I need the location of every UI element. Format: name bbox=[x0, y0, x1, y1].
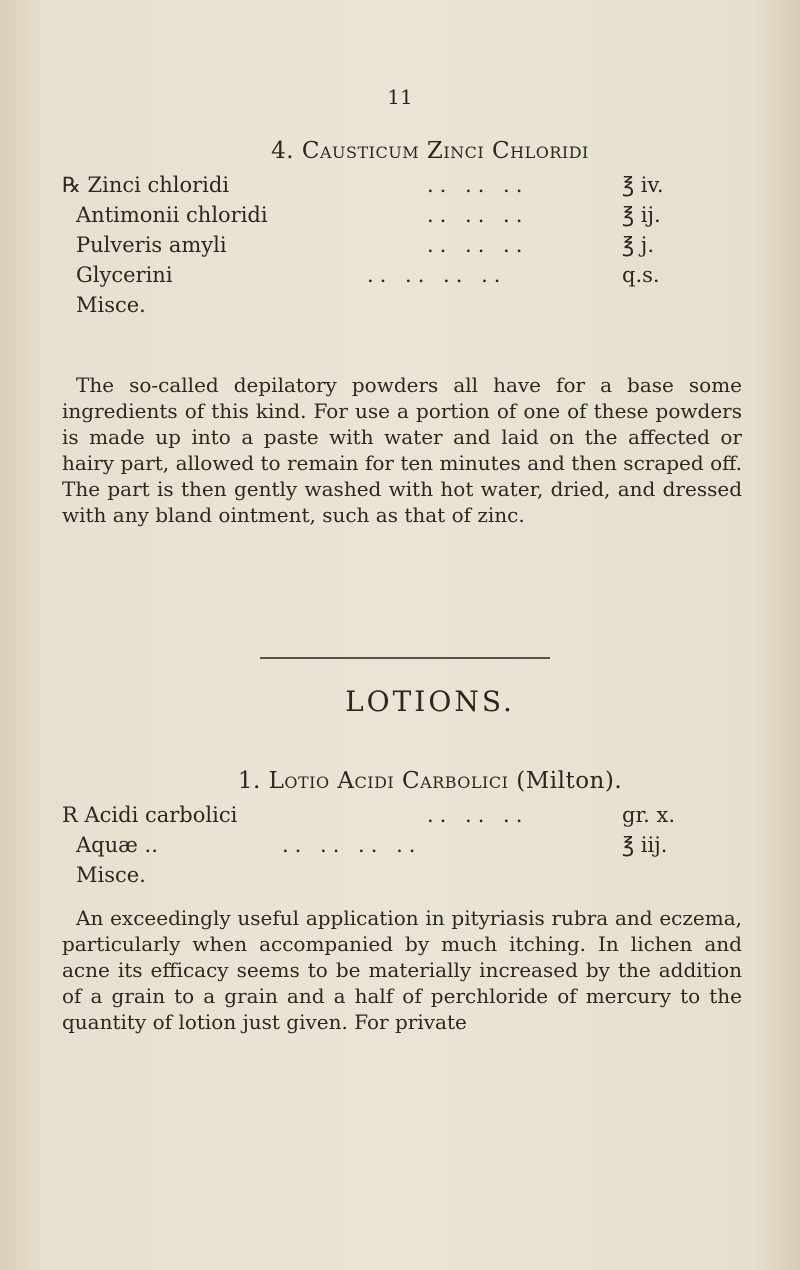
leader-dots: .. .. .. .. bbox=[367, 263, 507, 287]
ingredient-row bbox=[62, 830, 752, 860]
ingredient-name: ℞ Zinci chloridi bbox=[62, 173, 230, 197]
ingredient-name: R Acidi carbolici bbox=[62, 803, 238, 827]
misce-instruction: Misce. bbox=[76, 293, 146, 317]
leader-dots: .. .. .. bbox=[427, 803, 529, 827]
section-attribution: (Milton). bbox=[516, 768, 623, 794]
ingredient-row bbox=[62, 260, 752, 290]
ingredient-row bbox=[62, 170, 752, 200]
ingredient-row bbox=[62, 230, 752, 260]
recipe-lotio bbox=[62, 800, 752, 890]
ingredient-quantity: gr. x. bbox=[622, 803, 676, 827]
ingredient-name: Antimonii chloridi bbox=[76, 203, 268, 227]
section-divider bbox=[260, 657, 550, 659]
paragraph-carbolic-lotion: An exceedingly useful application in pityriasis rubra and eczema, particularly when accompanied by much itching. In lichen and acne its efficacy seems to be materially increased by the addition of a grain to a grain and a half of perchloride of mercury to the quantity of lotion just given. For private bbox=[62, 906, 742, 1034]
leader-dots: .. .. .. bbox=[427, 203, 529, 227]
ingredient-quantity: ℥ iv. bbox=[622, 173, 664, 197]
page-number: 11 bbox=[387, 85, 413, 109]
leader-dots: .. .. .. .. bbox=[282, 833, 422, 857]
recipe-causticum bbox=[62, 170, 752, 320]
section-heading-lotio bbox=[0, 768, 800, 794]
section-title: Causticum Zinci Chloridi bbox=[301, 138, 589, 164]
ingredient-quantity: ℥ ij. bbox=[622, 203, 661, 227]
chapter-title-lotions: LOTIONS. bbox=[345, 685, 515, 718]
ingredient-quantity: ℥ iij. bbox=[622, 833, 668, 857]
misce-instruction: Misce. bbox=[76, 863, 146, 887]
section-number: 4. bbox=[271, 138, 295, 164]
ingredient-row bbox=[62, 800, 752, 830]
leader-dots: .. .. .. bbox=[427, 173, 529, 197]
recipe-symbol: R bbox=[62, 803, 78, 827]
ingredient-quantity: q.s. bbox=[622, 263, 660, 287]
section-number: 1. bbox=[237, 768, 261, 794]
ingredient-quantity: ℥ j. bbox=[622, 233, 654, 257]
ingredient-name: Aquæ .. bbox=[76, 833, 158, 857]
recipe-symbol: ℞ bbox=[62, 173, 81, 197]
section-heading-causticum bbox=[0, 138, 800, 164]
leader-dots: .. .. .. bbox=[427, 233, 529, 257]
paragraph-depilatory: The so-called depilatory powders all have for a base some ingredients of this kind. For use a portion of one of these powders is made up into a paste with water and laid on the affected or hairy part, allowed to remain for ten minutes and then scraped off. The part is then gently washed with hot water, dried, and dressed with any bland ointment, such as that of zinc. bbox=[62, 373, 742, 527]
ingredient-name: Pulveris amyli bbox=[76, 233, 227, 257]
ingredient-row bbox=[62, 200, 752, 230]
section-title: Lotio Acidi Carbolici bbox=[268, 768, 509, 794]
ingredient-name: Glycerini bbox=[76, 263, 173, 287]
